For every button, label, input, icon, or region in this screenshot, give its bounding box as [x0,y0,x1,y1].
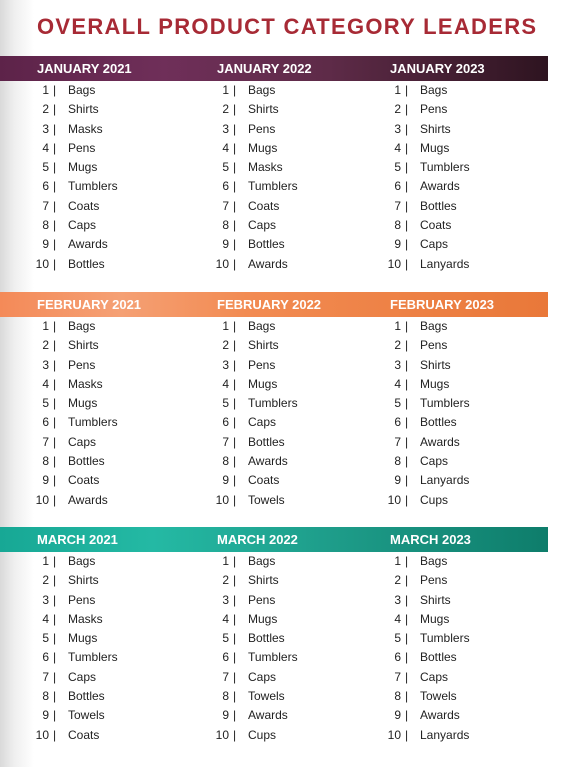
category-name: Awards [248,256,288,271]
rank-separator: | [233,650,237,665]
rank-number: 10 [215,492,229,507]
march-header-band [0,527,548,552]
rank-number: 1 [222,319,229,333]
rank-number: 5 [222,631,229,646]
rank-number: 1 [394,83,401,97]
rank-separator: | [53,102,57,117]
rank-number: 8 [394,454,401,469]
rank-separator: | [53,669,57,684]
rank-number: 4 [394,376,401,391]
rank-separator: | [233,121,237,136]
category-name: Masks [68,121,103,136]
category-name: Bags [68,319,96,333]
rank-number: 4 [394,140,401,155]
rank-separator: | [53,357,57,372]
month-header: FEBRUARY 2023 [390,297,495,312]
rank-number: 4 [222,376,229,391]
rank-separator: | [233,573,237,588]
rank-separator: | [405,140,409,155]
category-name: Towels [420,689,457,704]
category-name: Awards [420,179,460,194]
category-name: Masks [248,160,283,175]
rank-number: 1 [394,319,401,333]
rank-number: 5 [222,160,229,175]
rank-number: 6 [394,650,401,665]
category-name: Mugs [248,376,278,391]
category-name: Shirts [420,592,451,607]
rank-number: 9 [394,237,401,252]
rank-separator: | [53,554,57,568]
rank-number: 5 [394,631,401,646]
category-name: Mugs [420,140,450,155]
rank-separator: | [53,160,57,175]
rank-number: 9 [222,708,229,723]
rank-separator: | [405,102,409,117]
rank-number: 2 [42,102,49,117]
rank-separator: | [405,357,409,372]
month-header: MARCH 2022 [217,532,298,547]
category-name: Mugs [420,611,450,626]
rank-number: 5 [394,396,401,411]
rank-number: 4 [222,611,229,626]
rank-separator: | [233,631,237,646]
rank-number: 7 [222,198,229,213]
category-name: Towels [248,689,285,704]
rank-number: 3 [42,357,49,372]
category-name: Coats [68,198,100,213]
rank-separator: | [405,669,409,684]
category-name: Pens [420,573,448,588]
month-header: FEBRUARY 2022 [217,297,322,312]
category-name: Shirts [248,338,279,353]
rank-number: 4 [394,611,401,626]
category-name: Awards [420,434,460,449]
rank-separator: | [405,492,409,507]
category-name: Pens [248,357,276,372]
category-name: Bags [248,319,276,333]
rank-separator: | [405,198,409,213]
rank-separator: | [405,338,409,353]
rank-number: 7 [42,434,49,449]
rank-number: 7 [222,669,229,684]
rank-number: 5 [222,396,229,411]
rank-separator: | [53,454,57,469]
rank-number: 1 [394,554,401,568]
rank-number: 9 [222,473,229,488]
rank-separator: | [53,650,57,665]
rank-separator: | [405,727,409,742]
rank-number: 1 [222,83,229,97]
rank-separator: | [233,179,237,194]
rank-number: 10 [35,492,49,507]
rank-number: 4 [42,140,49,155]
rank-separator: | [53,473,57,488]
category-name: Caps [248,218,277,233]
category-name: Pens [248,592,276,607]
rank-separator: | [53,179,57,194]
rank-separator: | [53,631,57,646]
category-name: Coats [68,727,100,742]
category-name: Awards [68,237,108,252]
rank-number: 3 [394,121,401,136]
rank-number: 1 [42,554,49,568]
rank-separator: | [233,396,237,411]
rank-separator: | [233,592,237,607]
category-name: Tumblers [420,631,470,646]
category-name: Bags [68,83,96,97]
rank-separator: | [405,319,409,333]
category-name: Coats [420,218,452,233]
rank-number: 8 [42,454,49,469]
rank-separator: | [53,237,57,252]
category-name: Caps [68,669,97,684]
rank-separator: | [233,160,237,175]
category-name: Bottles [420,415,457,430]
rank-separator: | [405,689,409,704]
category-name: Shirts [68,102,99,117]
category-name: Shirts [420,121,451,136]
category-name: Caps [68,218,97,233]
category-name: Bags [420,83,448,97]
category-name: Tumblers [68,415,118,430]
rank-separator: | [405,160,409,175]
rank-number: 4 [222,140,229,155]
category-name: Mugs [248,611,278,626]
rank-separator: | [405,376,409,391]
rank-number: 3 [42,592,49,607]
category-name: Caps [420,454,449,469]
rank-separator: | [405,611,409,626]
rank-separator: | [405,83,409,97]
category-name: Awards [248,708,288,723]
rank-number: 2 [394,338,401,353]
month-header: FEBRUARY 2021 [37,297,142,312]
category-name: Bags [248,83,276,97]
category-name: Masks [68,611,103,626]
category-name: Tumblers [68,179,118,194]
category-name: Caps [248,669,277,684]
category-name: Pens [68,140,96,155]
category-name: Bottles [248,434,285,449]
category-name: Shirts [248,102,279,117]
rank-number: 3 [222,357,229,372]
rank-separator: | [233,611,237,626]
category-name: Cups [248,727,277,742]
rank-separator: | [405,256,409,271]
category-name: Pens [248,121,276,136]
rank-number: 7 [394,198,401,213]
rank-number: 10 [387,256,401,271]
rank-number: 6 [42,179,49,194]
rank-separator: | [233,256,237,271]
rank-separator: | [53,319,57,333]
rank-number: 5 [42,396,49,411]
rank-number: 8 [394,218,401,233]
rank-separator: | [233,727,237,742]
rank-number: 3 [394,592,401,607]
rank-separator: | [53,689,57,704]
rank-separator: | [53,338,57,353]
category-name: Tumblers [420,160,470,175]
rank-separator: | [405,454,409,469]
rank-separator: | [405,708,409,723]
category-name: Shirts [248,573,279,588]
category-name: Towels [68,708,105,723]
category-name: Pens [420,102,448,117]
rank-separator: | [405,434,409,449]
rank-number: 6 [42,650,49,665]
rank-separator: | [233,376,237,391]
category-name: Mugs [68,160,98,175]
rank-number: 2 [42,338,49,353]
rank-number: 9 [222,237,229,252]
rank-separator: | [405,179,409,194]
rank-separator: | [233,669,237,684]
category-name: Bottles [248,237,285,252]
category-name: Shirts [68,573,99,588]
rank-separator: | [233,237,237,252]
rank-separator: | [405,237,409,252]
category-name: Lanyards [420,473,470,488]
rank-separator: | [233,83,237,97]
rank-number: 1 [42,319,49,333]
rank-separator: | [53,708,57,723]
rank-number: 10 [215,256,229,271]
rank-separator: | [405,573,409,588]
rank-separator: | [53,396,57,411]
month-header: JANUARY 2022 [217,61,312,76]
rank-separator: | [233,357,237,372]
category-name: Tumblers [248,179,298,194]
category-name: Shirts [68,338,99,353]
rank-number: 5 [42,160,49,175]
rank-number: 4 [42,611,49,626]
rank-number: 1 [222,554,229,568]
rank-separator: | [405,554,409,568]
category-name: Masks [68,376,103,391]
month-header: JANUARY 2023 [390,61,485,76]
category-name: Bags [420,554,448,568]
rank-separator: | [53,198,57,213]
january-header-band [0,56,548,81]
category-name: Bags [420,319,448,333]
page-title: OVERALL PRODUCT CATEGORY LEADERS [37,14,538,39]
category-name: Tumblers [248,650,298,665]
rank-number: 2 [394,102,401,117]
section-march [0,527,548,748]
rank-number: 2 [394,573,401,588]
rank-number: 9 [394,473,401,488]
rank-number: 5 [42,631,49,646]
rank-number: 8 [222,454,229,469]
rank-number: 8 [394,689,401,704]
rank-separator: | [53,727,57,742]
category-name: Bags [68,554,96,568]
category-name: Lanyards [420,727,470,742]
category-name: Towels [248,492,285,507]
category-name: Bottles [68,454,105,469]
rank-number: 8 [42,218,49,233]
rank-separator: | [233,473,237,488]
rank-separator: | [233,454,237,469]
category-name: Pens [420,338,448,353]
rank-number: 8 [222,689,229,704]
rank-number: 10 [215,727,229,742]
rank-number: 6 [222,179,229,194]
month-header: MARCH 2021 [37,532,118,547]
category-name: Coats [68,473,100,488]
rank-number: 6 [222,650,229,665]
rank-number: 7 [394,434,401,449]
rank-number: 6 [42,415,49,430]
category-name: Caps [68,434,97,449]
rank-separator: | [405,592,409,607]
month-header: JANUARY 2021 [37,61,132,76]
rank-number: 8 [42,689,49,704]
rank-separator: | [405,415,409,430]
rank-separator: | [405,473,409,488]
rank-number: 3 [222,592,229,607]
rank-separator: | [405,631,409,646]
rank-separator: | [405,650,409,665]
category-name: Pens [68,357,96,372]
rank-separator: | [233,415,237,430]
rank-separator: | [233,708,237,723]
rank-number: 10 [35,727,49,742]
rank-number: 2 [222,573,229,588]
rank-number: 8 [222,218,229,233]
category-name: Mugs [420,376,450,391]
category-name: Mugs [68,396,98,411]
category-name: Coats [248,473,280,488]
rank-number: 5 [394,160,401,175]
category-name: Mugs [68,631,98,646]
category-name: Bottles [68,689,105,704]
category-name: Shirts [420,357,451,372]
category-name: Bottles [420,650,457,665]
rank-number: 3 [42,121,49,136]
rank-number: 7 [394,669,401,684]
category-name: Tumblers [420,396,470,411]
rank-separator: | [53,376,57,391]
rank-separator: | [53,611,57,626]
rank-separator: | [53,256,57,271]
month-header: MARCH 2023 [390,532,471,547]
rank-separator: | [53,573,57,588]
rank-number: 2 [222,338,229,353]
rank-separator: | [233,319,237,333]
category-name: Awards [420,708,460,723]
rank-separator: | [233,102,237,117]
rank-number: 3 [222,121,229,136]
rank-separator: | [233,338,237,353]
rank-separator: | [233,434,237,449]
category-name: Cups [420,492,449,507]
rank-number: 9 [42,473,49,488]
category-name: Caps [420,669,449,684]
rank-separator: | [53,83,57,97]
category-name: Bottles [68,256,105,271]
category-name: Lanyards [420,256,470,271]
rank-separator: | [53,592,57,607]
rank-number: 9 [42,237,49,252]
rank-number: 10 [35,256,49,271]
rank-number: 9 [394,708,401,723]
rank-number: 10 [387,727,401,742]
rank-separator: | [405,218,409,233]
rank-separator: | [233,554,237,568]
rank-number: 6 [222,415,229,430]
rank-separator: | [53,492,57,507]
category-name: Caps [248,415,277,430]
rank-number: 2 [222,102,229,117]
category-name: Awards [68,492,108,507]
category-name: Pens [68,592,96,607]
rank-number: 7 [42,198,49,213]
category-name: Bottles [420,198,457,213]
rank-number: 1 [42,83,49,97]
category-name: Bags [248,554,276,568]
rank-separator: | [405,396,409,411]
rank-separator: | [233,140,237,155]
rank-number: 7 [42,669,49,684]
rank-separator: | [53,218,57,233]
category-name: Coats [248,198,280,213]
rank-number: 9 [42,708,49,723]
rank-number: 3 [394,357,401,372]
rank-number: 6 [394,415,401,430]
section-january [0,56,548,277]
rank-separator: | [405,121,409,136]
rank-separator: | [53,415,57,430]
category-name: Bottles [248,631,285,646]
rank-number: 2 [42,573,49,588]
rank-separator: | [233,198,237,213]
rank-number: 10 [387,492,401,507]
february-header-band [0,292,548,317]
category-name: Tumblers [248,396,298,411]
rank-separator: | [233,218,237,233]
rank-separator: | [53,434,57,449]
rank-separator: | [53,140,57,155]
rank-separator: | [53,121,57,136]
rank-separator: | [233,492,237,507]
section-february [0,292,548,513]
category-name: Caps [420,237,449,252]
rank-number: 6 [394,179,401,194]
rank-number: 7 [222,434,229,449]
category-name: Awards [248,454,288,469]
category-name: Tumblers [68,650,118,665]
rank-number: 4 [42,376,49,391]
rank-separator: | [233,689,237,704]
category-name: Mugs [248,140,278,155]
